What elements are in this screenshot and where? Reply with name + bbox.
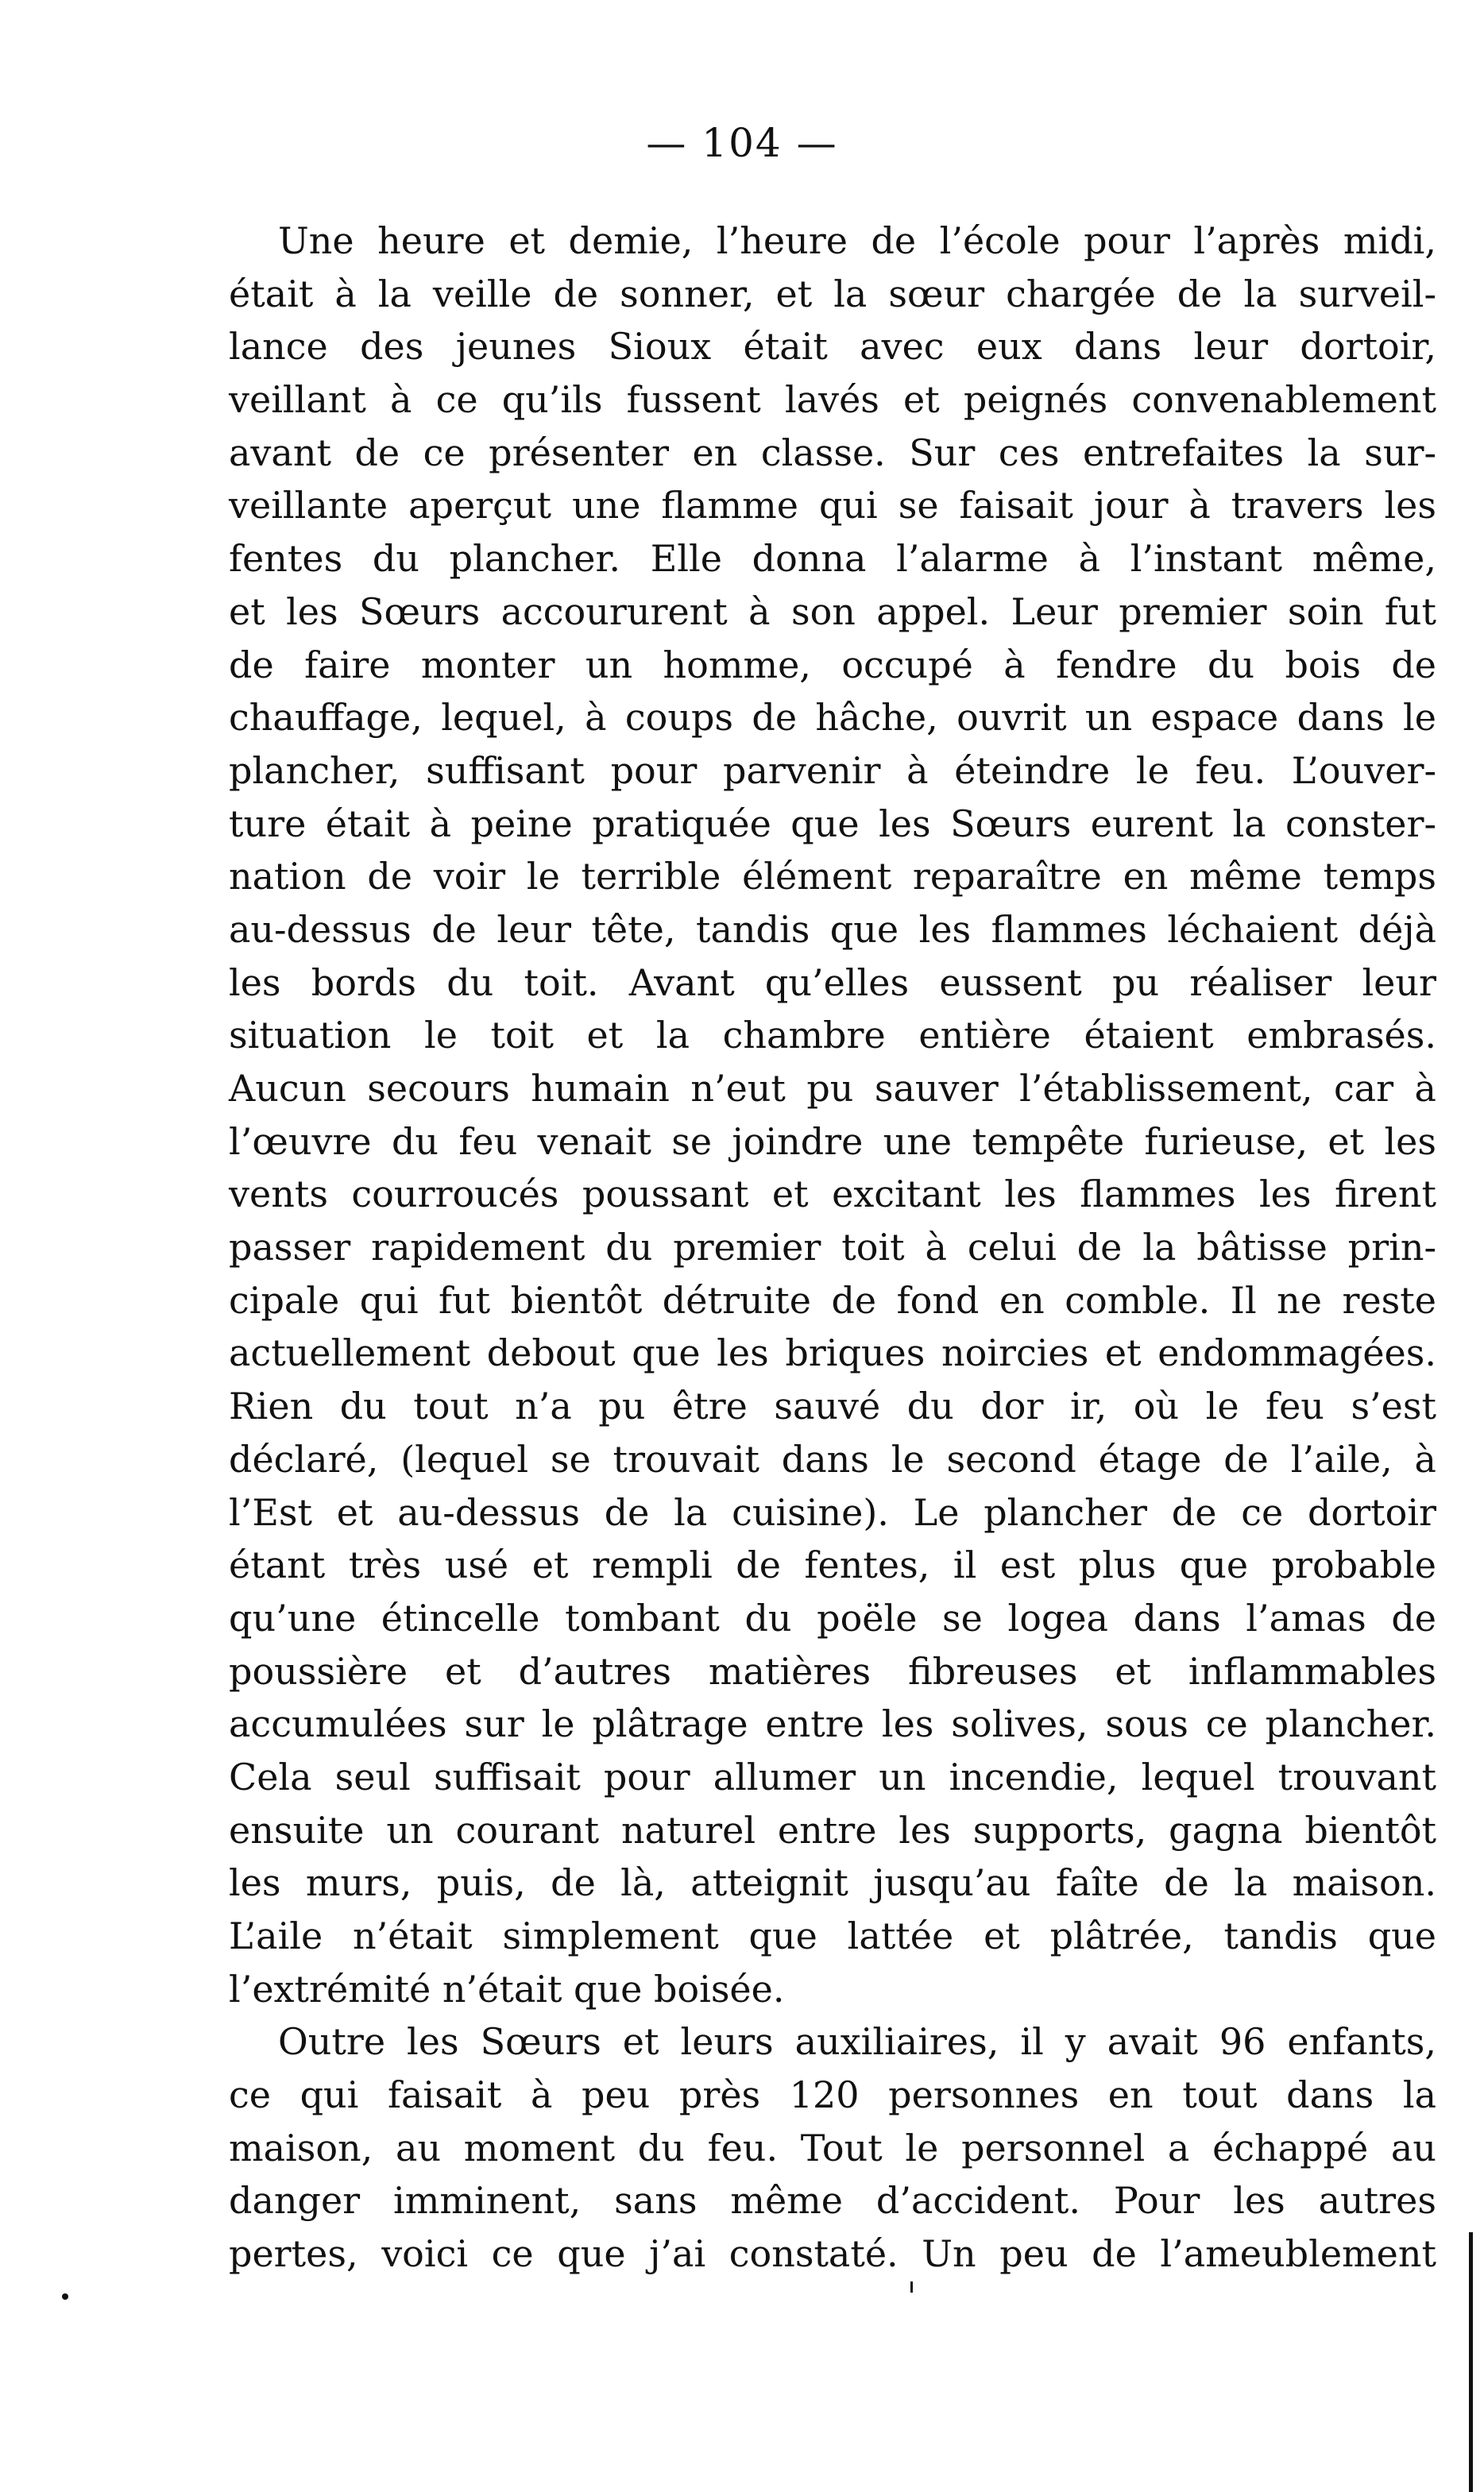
- text-line: vents courroucés poussant et excitant les flammes les firent: [229, 1173, 1436, 1216]
- text-line: cipale qui fut bientôt détruite de fond en comble. Il ne reste: [229, 1278, 1436, 1322]
- text-line: Cela seul suffisait pour allumer un incendie, lequel trouvant: [229, 1755, 1436, 1798]
- text-line: Rien du tout n’a pu être sauvé du dor ir, où le feu s’est: [229, 1385, 1436, 1428]
- text-line: ture était à peine pratiquée que les Sœurs eurent la conster-: [229, 802, 1436, 845]
- text-line: situation le toit et la chambre entière étaient embrasés.: [229, 1014, 1436, 1057]
- text-line: danger imminent, sans même d’accident. Pour les autres: [229, 2179, 1436, 2223]
- paragraph-end-line: l’extrémité n’était que boisée.: [229, 1967, 785, 2011]
- text-line: nation de voir le terrible élément reparaître en même temps: [229, 855, 1436, 898]
- page-edge-line: [1469, 2232, 1473, 2492]
- text-line: plancher, suffisant pour parvenir à éteindre le feu. L’ouver-: [229, 748, 1436, 792]
- text-line: pertes, voici ce que j’ai constaté. Un peu de l’ameublement: [229, 2232, 1436, 2276]
- text-line: était à la veille de sonner, et la sœur chargée de la surveil-: [229, 272, 1436, 315]
- text-line: et les Sœurs accoururent à son appel. Leur premier soin fut: [229, 589, 1436, 633]
- text-line: L’aile n’était simplement que lattée et plâtrée, tandis que: [229, 1914, 1436, 1957]
- text-line: actuellement debout que les briques noircies et endommagées.: [229, 1331, 1436, 1375]
- text-line: veillante aperçut une flamme qui se faisait jour à travers les: [229, 484, 1436, 527]
- text-line: fentes du plancher. Elle donna l’alarme à l’instant même,: [229, 537, 1436, 581]
- text-line: déclaré, (lequel se trouvait dans le second étage de l’aile, à: [229, 1437, 1436, 1481]
- text-line: Une heure et demie, l’heure de l’école pour l’après midi,: [278, 219, 1436, 262]
- text-line: de faire monter un homme, occupé à fendre du bois de: [229, 643, 1436, 686]
- text-line: l’œuvre du feu venait se joindre une tempête furieuse, et les: [229, 1119, 1436, 1163]
- text-line: avant de ce présenter en classe. Sur ces entrefaites la sur-: [229, 431, 1436, 474]
- text-line: les bords du toit. Avant qu’elles eussent pu réaliser leur: [229, 960, 1436, 1004]
- body-text: [229, 214, 1436, 2281]
- text-line: accumulées sur le plâtrage entre les solives, sous ce plancher.: [229, 1702, 1436, 1746]
- text-line: chauffage, lequel, à coups de hâche, ouvrit un espace dans le: [229, 696, 1436, 740]
- text-line: poussière et d’autres matières fibreuses et inflammables: [229, 1649, 1436, 1693]
- text-line: maison, au moment du feu. Tout le personnel a échappé au: [229, 2126, 1436, 2169]
- text-line: Aucun secours humain n’eut pu sauver l’établissement, car à: [229, 1067, 1436, 1110]
- text-line: veillant à ce qu’ils fussent lavés et peignés convenablement: [229, 378, 1436, 422]
- text-line: l’Est et au-dessus de la cuisine). Le plancher de ce dortoir: [229, 1490, 1436, 1534]
- text-line: au-dessus de leur tête, tandis que les flammes léchaient déjà: [229, 907, 1436, 951]
- text-line: qu’une étincelle tombant du poële se logea dans l’amas de: [229, 1596, 1436, 1640]
- page-number: — 104 —: [646, 120, 838, 166]
- text-line: les murs, puis, de là, atteignit jusqu’au faîte de la maison.: [229, 1861, 1436, 1905]
- ink-mark: [910, 2281, 913, 2293]
- text-line: passer rapidement du premier toit à celui de la bâtisse prin-: [229, 1226, 1436, 1269]
- text-line: ce qui faisait à peu près 120 personnes en tout dans la: [229, 2073, 1436, 2117]
- text-line: étant très usé et rempli de fentes, il est plus que probable: [229, 1543, 1436, 1587]
- margin-dot: [62, 2293, 68, 2300]
- text-line: Outre les Sœurs et leurs auxiliaires, il y avait 96 enfants,: [278, 2020, 1436, 2064]
- text-line: lance des jeunes Sioux était avec eux dans leur dortoir,: [229, 325, 1436, 369]
- text-line: ensuite un courant naturel entre les supports, gagna bientôt: [229, 1808, 1436, 1852]
